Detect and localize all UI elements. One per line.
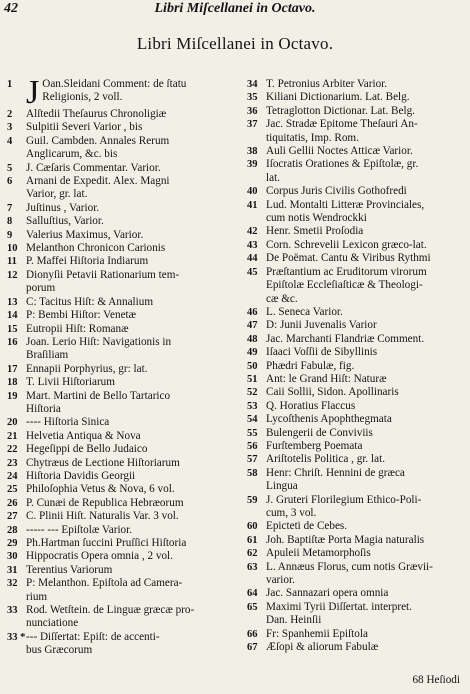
entry-number: 24 [7, 470, 18, 482]
entry-number: 8 [7, 216, 13, 228]
entry-text [266, 373, 466, 386]
catalogue-entry [4, 296, 236, 309]
entry-number: 38 [247, 146, 258, 158]
entry-text [266, 346, 466, 359]
running-title: Libri Miſcellanei in Octavo. [154, 1, 316, 16]
entry-line: C: Tacitus Hiſt: & Annalium [26, 295, 154, 308]
entry-line: Præſtantium ac Eruditorum virorum [266, 265, 427, 278]
entry-text [26, 215, 236, 228]
entry-line: Juſtinus , Varior. [26, 201, 100, 214]
entry-line: Joh. Baptiſtæ Porta Magia naturalis [266, 533, 425, 546]
entry-line: Salluſtius, Varior. [26, 215, 104, 228]
catalogue-entry [4, 390, 236, 417]
left-column [4, 74, 236, 658]
entry-line: Helvetia Antiqua & Nova [26, 429, 141, 442]
catalogue-entry [4, 483, 236, 496]
catalogue-entry [244, 427, 466, 440]
entry-line: Hiſtoria [26, 402, 61, 415]
section-title: Libri Miſcellanei in Octavo. [136, 34, 334, 53]
entry-line: Ariſtotelis Politica , gr. lat. [266, 453, 386, 466]
entry-line: Mart. Martini de Bello Tartarico [26, 389, 171, 402]
entry-line: P: Melanthon. Epiſtola ad Camera- [26, 577, 183, 590]
entry-line: Dionyſii Petavii Rationarium tem- [26, 268, 180, 281]
entry-text [266, 413, 466, 426]
catalogue-entry [4, 457, 236, 470]
entry-line: Lingua [266, 480, 298, 493]
catalogue-entry [4, 108, 236, 121]
entry-line: Epiſtolæ Eccleſiaſticæ & Theologi- [266, 279, 423, 292]
entry-line: Philoſophia Vetus & Nova, 6 vol. [26, 483, 175, 496]
entry-line: Jac. Sannazari opera omnia [266, 587, 389, 600]
entry-text [26, 202, 236, 215]
entry-text [26, 443, 236, 456]
entry-text [266, 427, 466, 440]
catalogue-entry [4, 135, 236, 162]
entry-line: Kiliani Dictionarium. Lat. Belg. [266, 91, 410, 104]
entry-text [26, 564, 236, 577]
entry-text [266, 91, 466, 104]
entry-line: L. Seneca Varior. [266, 305, 343, 318]
entry-text [266, 105, 466, 118]
catalogue-entry [4, 229, 236, 242]
entry-text [26, 604, 236, 631]
entry-line: Iſaaci Voſſii de Sibyllinis [266, 346, 378, 359]
catalogue-entry [4, 121, 236, 134]
entry-text [26, 269, 236, 296]
catalogue-entry [244, 266, 466, 306]
entry-number: 1 [7, 79, 13, 90]
entry-text [26, 483, 236, 496]
entry-number: 27 [7, 511, 18, 523]
entry-line: J. Cæſaris Commentar. Varior. [26, 161, 161, 174]
entry-text [266, 158, 466, 185]
entry-number: 9 [7, 229, 13, 241]
entry-line: J. Gruteri Florilegium Ethico-Poli- [266, 493, 422, 506]
entry-number: 20 [7, 417, 18, 429]
entry-number: 25 [7, 484, 18, 496]
entry-number: 18 [7, 377, 18, 389]
entry-number: 37 [247, 119, 258, 131]
running-head [0, 0, 470, 20]
catalogue-entry [244, 561, 466, 588]
entry-text [266, 520, 466, 533]
entry-number: 15 [7, 323, 18, 335]
catalogue-entry [244, 158, 466, 185]
entry-number: 17 [7, 363, 18, 375]
catalogue-entry [4, 497, 236, 510]
entry-number: 44 [247, 253, 258, 265]
entry-number: 39 [247, 159, 258, 171]
entry-number: 51 [247, 373, 258, 385]
catalogue-entry [4, 430, 236, 443]
entry-number: 32 [7, 578, 18, 590]
entry-line: Auli Gellii Noctes Atticæ Varior. [266, 145, 413, 158]
entry-line: P: Bembi Hiſtor: Venetæ [26, 309, 137, 322]
entry-text [26, 524, 236, 537]
entry-number: 33 * [7, 631, 26, 643]
entry-line: Arnani de Expedit. Alex. Magni [26, 175, 170, 188]
entry-line: Hiſtoria Davidis Georgii [26, 469, 136, 482]
entry-number: 55 [247, 427, 258, 439]
entry-line: porum [26, 282, 56, 295]
catalogue-entry [4, 309, 236, 322]
entry-text [266, 239, 466, 252]
entry-number: 53 [247, 400, 258, 412]
drop-cap: J [26, 74, 40, 111]
entry-text [26, 457, 236, 470]
entry-number: 46 [247, 306, 258, 318]
entry-number: 13 [7, 296, 18, 308]
entry-number: 57 [247, 454, 258, 466]
entry-number: 5 [7, 162, 13, 174]
entry-number: 61 [247, 534, 258, 546]
catalogue-entry [4, 564, 236, 577]
entry-line: Dan. Heinſii [266, 614, 322, 627]
entry-text [266, 534, 466, 547]
entry-number: 65 [247, 601, 258, 613]
entry-number: 4 [7, 135, 13, 147]
entry-line: Q. Horatius Flaccus [266, 399, 356, 412]
entry-line: Epicteti de Cebes. [266, 520, 348, 533]
entry-text [266, 199, 466, 226]
entry-number: 66 [247, 628, 258, 640]
entry-number: 50 [247, 360, 258, 372]
entry-number: 58 [247, 467, 258, 479]
entry-text [266, 440, 466, 453]
catalogue-entry [244, 319, 466, 332]
entry-number: 29 [7, 538, 18, 549]
catalogue-entry [244, 400, 466, 413]
entry-text [266, 360, 466, 373]
entry-text [26, 162, 236, 175]
entry-line: Iſocratis Orationes & Epiſtolæ, gr. [266, 158, 419, 171]
catalogue-entry [244, 346, 466, 359]
catalogue-entry [4, 242, 236, 255]
catalogue-entry [244, 520, 466, 533]
entry-text [266, 78, 466, 91]
entry-number: 64 [247, 588, 258, 600]
entry-text [26, 390, 236, 417]
entry-line: Fr: Spanhemii Epiſtola [266, 627, 368, 640]
catalogue-entry [244, 78, 466, 91]
entry-line: cum notis Wendrockki [266, 212, 367, 225]
entry-number: 22 [7, 444, 18, 456]
entry-text [266, 386, 466, 399]
entry-number: 48 [247, 333, 258, 345]
catalogue-entry [244, 587, 466, 600]
entry-line: Phædri Fabulæ, fig. [266, 359, 355, 372]
entry-text [26, 550, 236, 563]
entry-number: 49 [247, 347, 258, 359]
entry-number: 63 [247, 561, 258, 573]
entry-line: Hippocratis Opera omnia , 2 vol. [26, 550, 173, 563]
entry-line: Ennapii Porphyrius, gr: lat. [26, 362, 148, 375]
catalogue-entry [244, 641, 466, 654]
entry-number: 23 [7, 457, 18, 469]
entry-line: Lud. Montalti Litteræ Provinciales, [266, 198, 425, 211]
entry-line: Ant: le Grand Hiſt: Naturæ [266, 372, 387, 385]
entry-line: Henr: Chriſt. Hennini de græca [266, 466, 405, 479]
entry-text [266, 587, 466, 600]
entry-text [26, 376, 236, 389]
entry-text [26, 631, 236, 658]
entry-number: 59 [247, 494, 258, 506]
catchword: 68 Heſiodi [412, 674, 460, 686]
entry-number: 33 [7, 605, 18, 617]
entry-text [266, 252, 466, 265]
entry-number: 2 [7, 109, 13, 120]
entry-line: cæ &c. [266, 292, 298, 305]
catalogue-entry [4, 416, 236, 429]
entry-text [266, 319, 466, 332]
entry-text [26, 537, 236, 550]
entry-text [266, 185, 466, 198]
entry-text [266, 145, 466, 158]
entry-number: 42 [247, 226, 258, 238]
catalogue-entry [4, 631, 236, 658]
catalogue-entry [4, 524, 236, 537]
catalogue-entry [4, 323, 236, 336]
entry-text [26, 135, 236, 162]
entry-number: 7 [7, 202, 13, 214]
entry-number: 47 [247, 320, 258, 332]
entry-line: Æſopi & aliorum Fabulæ [266, 641, 379, 654]
catalogue-entry [4, 336, 236, 363]
entry-line: T. Petronius Arbiter Varior. [266, 78, 388, 90]
catalogue-entry [4, 269, 236, 296]
entry-line: Varior, gr. lat. [26, 188, 88, 201]
entry-text [266, 494, 466, 521]
entry-text [26, 255, 236, 268]
catalogue-entry [244, 333, 466, 346]
entry-number: 45 [247, 266, 258, 278]
entry-number: 34 [247, 79, 258, 90]
entry-line: Ph.Hartman ſuccini Pruſſici Hiſtoria [26, 537, 187, 549]
entry-line: P. Maffei Hiſtoria Indiarum [26, 255, 149, 268]
catalogue-entry [244, 199, 466, 226]
entry-number: 52 [247, 387, 258, 399]
entry-text [26, 296, 236, 309]
catalogue-entry [244, 185, 466, 198]
entry-number: 54 [247, 414, 258, 426]
entry-line: Guil. Cambden. Annales Rerum [26, 134, 170, 147]
entry-line: nunciatione [26, 617, 79, 630]
entry-number: 36 [247, 105, 258, 117]
catalogue-entry [244, 118, 466, 145]
entry-text [26, 74, 236, 111]
catalogue-entry [244, 467, 466, 494]
entry-number: 19 [7, 390, 18, 402]
entry-line: Lycoſthenis Apophthegmata [266, 413, 392, 426]
catalogue-entry [244, 239, 466, 252]
catalogue-entry [4, 537, 236, 550]
entry-text [266, 467, 466, 494]
entry-line: varior. [266, 574, 295, 587]
entry-number: 62 [247, 548, 258, 560]
catalogue-entry [4, 443, 236, 456]
entry-number: 60 [247, 521, 258, 533]
entry-text [266, 628, 466, 641]
entry-text [26, 497, 236, 510]
entry-line: T. Livii Hiſtoriarum [26, 376, 115, 389]
catalogue-entry [4, 74, 236, 111]
entry-number: 14 [7, 310, 18, 322]
entry-line: Chytræus de Lectione Hiſtoriarum [26, 456, 180, 469]
entry-line: ----- --- Epiſtolæ Varior. [26, 523, 133, 536]
entry-text [266, 561, 466, 588]
catalogue-entry [244, 91, 466, 104]
catalogue-entry [4, 577, 236, 604]
catalogue-entry [244, 306, 466, 319]
catalogue-entry [4, 470, 236, 483]
catalogue-entry [244, 601, 466, 628]
entry-number: 31 [7, 564, 18, 576]
entry-text [26, 336, 236, 363]
entry-line: Maximi Tyrii Diſſertat. interpret. [266, 600, 412, 613]
catalogue-entry [4, 175, 236, 202]
entry-line: --- Diſſertat: Epiſt: de accenti- [26, 630, 160, 643]
entry-number: 41 [247, 199, 258, 211]
catalogue-entry [244, 440, 466, 453]
entry-number: 56 [247, 440, 258, 452]
entry-text [266, 118, 466, 145]
catalogue-entry [244, 373, 466, 386]
entry-text [26, 416, 236, 429]
entry-number: 3 [7, 122, 13, 134]
entry-number: 6 [7, 176, 13, 188]
entry-text [266, 400, 466, 413]
catalogue-entry [244, 105, 466, 118]
entry-line: Rod. Wetſtein. de Linguæ græcæ pro- [26, 604, 195, 617]
entry-line: Religionis, 2 voll. [42, 91, 123, 104]
entry-line: Terentius Variorum [26, 563, 113, 576]
entry-line: Jac. Stradæ Epitome Theſauri An- [266, 118, 418, 131]
catalogue-entry [4, 162, 236, 175]
entry-line: Apuleii Metamorphoſis [266, 547, 371, 560]
catalogue-entry [244, 360, 466, 373]
catalogue-entry [4, 604, 236, 631]
entry-line: Jac. Marchanti Flandriæ Comment. [266, 332, 425, 345]
entry-line: Braſiliam [26, 349, 69, 362]
entry-line: Anglicarum, &c. bis [26, 148, 118, 161]
entry-number: 21 [7, 430, 18, 442]
entry-number: 16 [7, 336, 18, 348]
entry-text [266, 225, 466, 238]
entry-line: Joan. Lerio Hiſt: Navigationis in [26, 335, 172, 348]
entry-text [266, 266, 466, 306]
entry-line: L. Annæus Florus, cum notis Grævii- [266, 560, 433, 573]
entry-line: D: Junii Juvenalis Varior [266, 319, 377, 332]
entry-text [266, 333, 466, 346]
entry-line: Melanthon Chronicon Carionis [26, 242, 166, 255]
entry-line: De Poëmat. Cantu & Viribus Rythmi [266, 252, 431, 265]
entry-line: Henr. Smetii Proſodia [266, 225, 364, 238]
catalogue-entry [4, 550, 236, 563]
entry-text [26, 323, 236, 336]
entry-number: 12 [7, 269, 18, 281]
entry-text [26, 229, 236, 242]
entry-number: 26 [7, 497, 18, 509]
entry-text [266, 601, 466, 628]
entry-line: lat. [266, 171, 280, 184]
catalogue-entry [244, 225, 466, 238]
entry-line: Furſtemberg Poemata [266, 439, 363, 452]
entry-number: 43 [247, 239, 258, 251]
entry-text [26, 470, 236, 483]
entry-line: tiquitatis, Imp. Rom. [266, 131, 359, 144]
entry-text [26, 309, 236, 322]
catalogue-entry [244, 547, 466, 560]
entry-line: Eutropii Hiſt: Romanæ [26, 322, 129, 335]
entry-line: C. Plinii Hiſt. Naturalis Var. 3 vol. [26, 510, 179, 523]
entry-text [26, 363, 236, 376]
entry-text [26, 108, 236, 121]
catalogue-entry [244, 252, 466, 265]
entry-line: Corpus Juris Civilis Gothofredi [266, 185, 407, 198]
catalogue-entry [4, 363, 236, 376]
entry-line: rium [26, 590, 48, 603]
entry-text [26, 510, 236, 523]
catalogue-entry [4, 255, 236, 268]
entry-number: 67 [247, 642, 258, 654]
entry-text [26, 242, 236, 255]
catalogue-entry [244, 145, 466, 158]
catalogue-entry [244, 494, 466, 521]
catalogue-entry [244, 453, 466, 466]
entry-text [266, 453, 466, 466]
entry-text [266, 306, 466, 319]
entry-text [266, 641, 466, 654]
entry-number: 35 [247, 92, 258, 104]
entry-line: ---- Hiſtoria Sinica [26, 416, 110, 429]
entry-line: Corn. Schrevelii Lexicon græco-lat. [266, 238, 427, 251]
right-column [244, 78, 466, 654]
entry-line: cum, 3 vol. [266, 507, 317, 519]
catalogue-entry [244, 413, 466, 426]
catalogue-entry [244, 628, 466, 641]
entry-number: 10 [7, 243, 18, 255]
entry-text [26, 577, 236, 604]
page-number: 42 [4, 1, 18, 16]
entry-line: Bulengerii de Conviviis [266, 426, 373, 439]
entry-number: 11 [7, 256, 17, 268]
entry-line: Tetraglotton Dictionar. Lat. Belg. [266, 104, 415, 117]
catalogue-entry [4, 215, 236, 228]
entry-line: Alſtedii Theſaurus Chronoligiæ [26, 108, 167, 120]
entry-line: bus Græcorum [26, 644, 93, 657]
entry-text [26, 121, 236, 134]
catalogue-entry [244, 534, 466, 547]
catalogue-entry [4, 376, 236, 389]
entry-line: P. Cunæi de Republica Hebræorum [26, 496, 184, 509]
entry-line: Sulpitii Severi Varior , bis [26, 121, 143, 134]
entry-text [266, 547, 466, 560]
entry-line: Oan.Sleidani Comment: de ſtatu [42, 78, 187, 90]
catalogue-entry [4, 202, 236, 215]
entry-text [26, 175, 236, 202]
entry-line: Valerius Maximus, Varior. [26, 228, 144, 241]
entry-text [26, 430, 236, 443]
catalogue-entry [4, 510, 236, 523]
entry-number: 30 [7, 551, 18, 563]
catalogue-entry [244, 386, 466, 399]
entry-line: Hegeſippi de Bello Judaico [26, 443, 148, 456]
entry-number: 40 [247, 186, 258, 198]
entry-line: Caii Sollii, Sidon. Apollinaris [266, 386, 399, 399]
entry-number: 28 [7, 524, 18, 536]
